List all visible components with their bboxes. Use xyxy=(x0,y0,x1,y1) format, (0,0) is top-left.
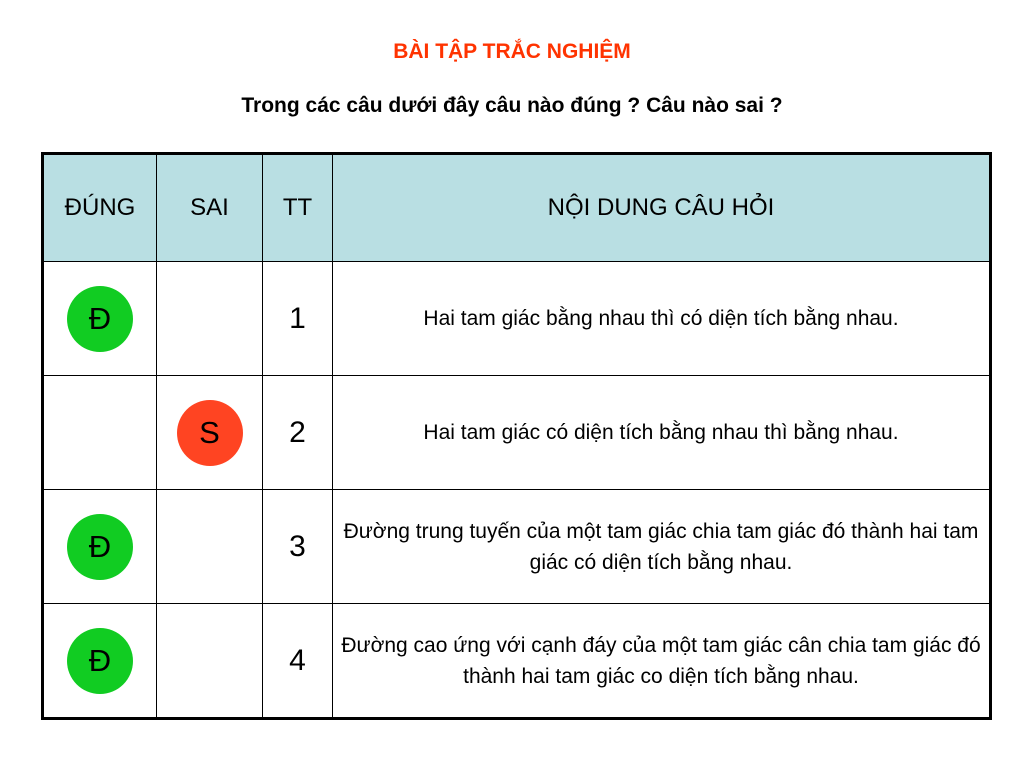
cell-tt: 2 xyxy=(263,376,333,490)
header-tt: TT xyxy=(263,154,333,262)
table-row xyxy=(43,262,991,376)
quiz-table xyxy=(41,152,992,720)
cell-tt: 3 xyxy=(263,490,333,604)
table-row xyxy=(43,490,991,604)
table-row xyxy=(43,376,991,490)
cell-sai[interactable] xyxy=(157,604,263,719)
cell-content: Hai tam giác bằng nhau thì có diện tích bằng nhau. xyxy=(333,262,991,376)
cell-tt: 1 xyxy=(263,262,333,376)
cell-content: Hai tam giác có diện tích bằng nhau thì bằng nhau. xyxy=(333,376,991,490)
cell-dung[interactable] xyxy=(43,490,157,604)
cell-content: Đường cao ứng với cạnh đáy của một tam giác cân chia tam giác đó thành hai tam giác co diện tích bằng nhau. xyxy=(333,604,991,719)
header-dung: ĐÚNG xyxy=(43,154,157,262)
header-content: NỘI DUNG CÂU HỎI xyxy=(333,154,991,262)
cell-dung[interactable] xyxy=(43,604,157,719)
cell-dung[interactable] xyxy=(43,376,157,490)
slide-subtitle: Trong các câu dưới đây câu nào đúng ? Câu nào sai ? xyxy=(241,94,783,117)
table-row xyxy=(43,604,991,719)
false-badge: S xyxy=(177,400,243,466)
header-sai: SAI xyxy=(157,154,263,262)
slide-title: BÀI TẬP TRẮC NGHIỆM xyxy=(393,40,631,63)
cell-dung[interactable] xyxy=(43,262,157,376)
true-badge: Đ xyxy=(67,286,133,352)
cell-sai[interactable] xyxy=(157,490,263,604)
true-badge: Đ xyxy=(67,514,133,580)
cell-content: Đường trung tuyến của một tam giác chia tam giác đó thành hai tam giác có diện tích bằng nhau. xyxy=(333,490,991,604)
cell-tt: 4 xyxy=(263,604,333,719)
table-header-row xyxy=(43,154,991,262)
cell-sai[interactable] xyxy=(157,376,263,490)
cell-sai[interactable] xyxy=(157,262,263,376)
true-badge: Đ xyxy=(67,628,133,694)
